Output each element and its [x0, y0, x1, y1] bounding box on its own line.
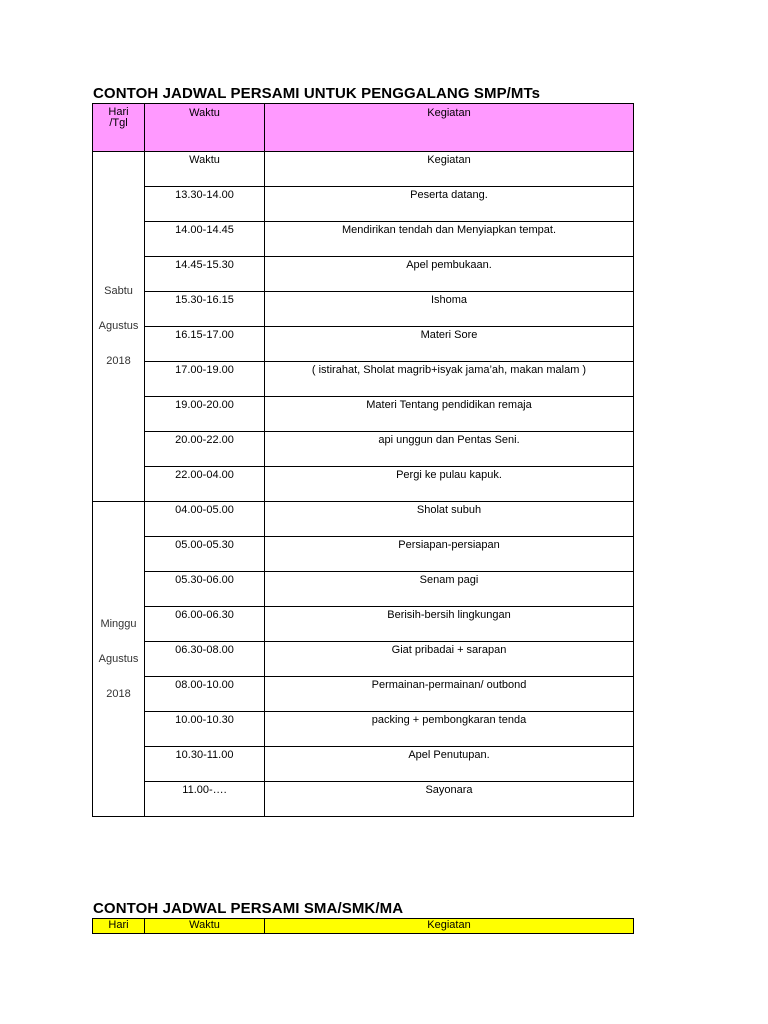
day-minggu-cell	[93, 502, 145, 817]
header-waktu: Waktu	[145, 104, 265, 152]
waktu-cell: 05.00-05.30	[145, 537, 265, 572]
waktu-cell: 15.30-16.15	[145, 292, 265, 327]
day-sabtu-day: Sabtu	[104, 285, 133, 297]
table-row	[93, 677, 634, 712]
waktu-cell: 06.00-06.30	[145, 607, 265, 642]
header-hari-line1: Hari	[108, 106, 129, 118]
waktu-cell: 06.30-08.00	[145, 642, 265, 677]
table-row	[93, 607, 634, 642]
kegiatan-cell: Senam pagi	[265, 572, 634, 607]
header-waktu: Waktu	[145, 919, 265, 934]
waktu-cell: 16.15-17.00	[145, 327, 265, 362]
table-row	[93, 572, 634, 607]
kegiatan-cell: Permainan-permainan/ outbond	[265, 677, 634, 712]
kegiatan-cell: Berisih-bersih lingkungan	[265, 607, 634, 642]
schedule-table-smp	[92, 103, 634, 817]
waktu-cell: 10.30-11.00	[145, 747, 265, 782]
waktu-cell: 14.45-15.30	[145, 257, 265, 292]
header-hari	[93, 104, 145, 152]
day-sabtu-year: 2018	[106, 355, 131, 367]
table-header-row	[93, 919, 634, 934]
day-minggu-year: 2018	[106, 687, 131, 700]
waktu-cell: Waktu	[145, 152, 265, 187]
waktu-cell: 11.00-….	[145, 782, 265, 817]
day-sabtu-month: Agustus	[98, 320, 139, 332]
kegiatan-cell: ( istirahat, Sholat magrib+isyak jama’ah, makan malam )	[265, 362, 634, 397]
waktu-cell: 20.00-22.00	[145, 432, 265, 467]
header-kegiatan: Kegiatan	[265, 919, 634, 934]
kegiatan-cell: Apel Penutupan.	[265, 747, 634, 782]
waktu-cell: 05.30-06.00	[145, 572, 265, 607]
table-row	[93, 747, 634, 782]
table-row	[93, 152, 634, 187]
table-header-row	[93, 104, 634, 152]
day-sabtu-cell	[93, 152, 145, 502]
table-row	[93, 537, 634, 572]
table-row	[93, 257, 634, 292]
kegiatan-cell: Materi Sore	[265, 327, 634, 362]
table-row	[93, 432, 634, 467]
kegiatan-cell: Giat pribadai + sarapan	[265, 642, 634, 677]
header-hari-line2: /Tgl	[109, 117, 128, 129]
table-row	[93, 187, 634, 222]
table-row	[93, 502, 634, 537]
header-hari: Hari	[93, 919, 145, 934]
waktu-cell: 04.00-05.00	[145, 502, 265, 537]
kegiatan-cell: Materi Tentang pendidikan remaja	[265, 397, 634, 432]
kegiatan-cell: Mendirikan tendah dan Menyiapkan tempat.	[265, 222, 634, 257]
kegiatan-cell: Apel pembukaan.	[265, 257, 634, 292]
table-row	[93, 222, 634, 257]
kegiatan-cell: Persiapan-persiapan	[265, 537, 634, 572]
waktu-cell: 19.00-20.00	[145, 397, 265, 432]
table-row	[93, 327, 634, 362]
kegiatan-cell: Ishoma	[265, 292, 634, 327]
table-row	[93, 397, 634, 432]
waktu-cell: 22.00-04.00	[145, 467, 265, 502]
table-row	[93, 467, 634, 502]
table-row	[93, 292, 634, 327]
day-minggu-month: Agustus	[98, 652, 139, 665]
kegiatan-cell: Sholat subuh	[265, 502, 634, 537]
table-row	[93, 712, 634, 747]
table-row	[93, 782, 634, 817]
waktu-cell: 14.00-14.45	[145, 222, 265, 257]
waktu-cell: 13.30-14.00	[145, 187, 265, 222]
schedule-title-sma: CONTOH JADWAL PERSAMI SMA/SMK/MA	[93, 900, 404, 917]
kegiatan-cell: api unggun dan Pentas Seni.	[265, 432, 634, 467]
kegiatan-cell: packing + pembongkaran tenda	[265, 712, 634, 747]
kegiatan-cell: Kegiatan	[265, 152, 634, 187]
waktu-cell: 10.00-10.30	[145, 712, 265, 747]
schedule-title-smp: CONTOH JADWAL PERSAMI UNTUK PENGGALANG SMP/MTs	[93, 85, 541, 102]
waktu-cell: 17.00-19.00	[145, 362, 265, 397]
day-minggu-day: Minggu	[100, 617, 137, 630]
kegiatan-cell: Pergi ke pulau kapuk.	[265, 467, 634, 502]
table-row	[93, 642, 634, 677]
table-row	[93, 362, 634, 397]
header-kegiatan: Kegiatan	[265, 104, 634, 152]
kegiatan-cell: Sayonara	[265, 782, 634, 817]
waktu-cell: 08.00-10.00	[145, 677, 265, 712]
kegiatan-cell: Peserta datang.	[265, 187, 634, 222]
schedule-table-sma	[92, 918, 634, 934]
